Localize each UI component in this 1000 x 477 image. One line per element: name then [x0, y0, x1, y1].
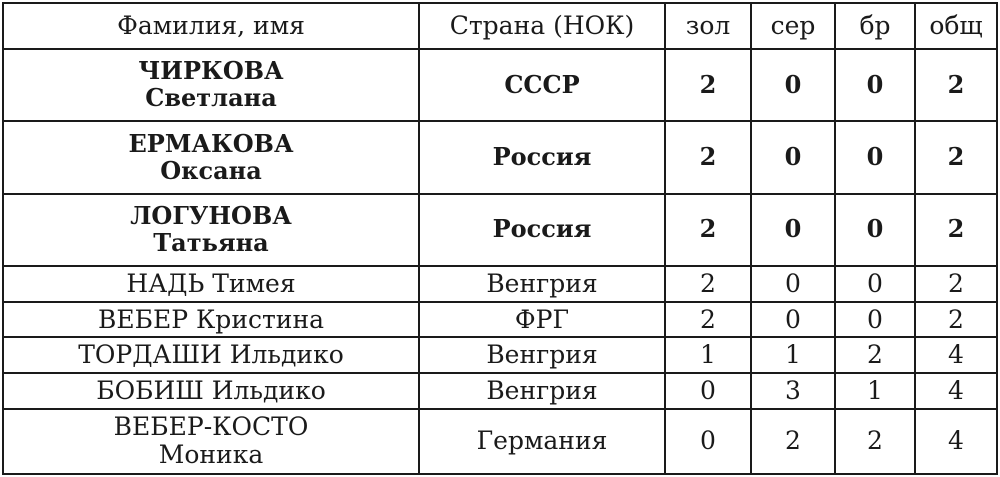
athlete-name-cell	[3, 194, 419, 266]
silver-cell: 0	[751, 302, 835, 338]
column-header-country: Страна (НОК)	[419, 3, 665, 49]
table-row	[3, 194, 997, 266]
athlete-surname: ВЕБЕР-КОСТО	[113, 412, 309, 442]
total-cell: 2	[915, 266, 997, 302]
athlete-name-cell: ВЕБЕР Кристина	[3, 302, 419, 338]
gold-cell: 2	[665, 302, 751, 338]
table-row	[3, 121, 997, 193]
athlete-surname: ЛОГУНОВА	[130, 201, 292, 231]
table-row	[3, 266, 997, 302]
gold-cell: 0	[665, 373, 751, 409]
silver-cell: 3	[751, 373, 835, 409]
total-cell: 2	[915, 121, 997, 193]
athlete-name-cell	[3, 49, 419, 121]
header-row	[3, 3, 997, 49]
athlete-name-cell: ТОРДАШИ Ильдико	[3, 337, 419, 373]
table-row	[3, 373, 997, 409]
gold-cell: 0	[665, 409, 751, 474]
gold-cell: 2	[665, 121, 751, 193]
athlete-surname: ЕРМАКОВА	[128, 128, 294, 158]
athlete-name-cell	[3, 121, 419, 193]
country-cell: Венгрия	[419, 337, 665, 373]
bronze-cell: 0	[835, 49, 915, 121]
country-cell: Венгрия	[419, 373, 665, 409]
bronze-cell: 0	[835, 194, 915, 266]
silver-cell: 0	[751, 266, 835, 302]
bronze-cell: 0	[835, 266, 915, 302]
column-header-bronze: бр	[835, 3, 915, 49]
country-cell: Венгрия	[419, 266, 665, 302]
gold-cell: 1	[665, 337, 751, 373]
silver-cell: 0	[751, 49, 835, 121]
athlete-given-name: Моника	[158, 440, 264, 470]
total-cell: 4	[915, 409, 997, 474]
bronze-cell: 2	[835, 337, 915, 373]
athlete-name-cell	[3, 409, 419, 474]
athlete-name-cell: НАДЬ Тимея	[3, 266, 419, 302]
total-cell: 4	[915, 373, 997, 409]
country-cell: СССР	[419, 49, 665, 121]
gold-cell: 2	[665, 266, 751, 302]
column-header-name: Фамилия, имя	[3, 3, 419, 49]
total-cell: 2	[915, 49, 997, 121]
silver-cell: 0	[751, 121, 835, 193]
athlete-given-name: Татьяна	[153, 227, 269, 257]
column-header-total: общ	[915, 3, 997, 49]
country-cell: Россия	[419, 121, 665, 193]
bronze-cell: 0	[835, 121, 915, 193]
table-row	[3, 302, 997, 338]
table-row	[3, 409, 997, 474]
medal-table	[2, 2, 998, 475]
table-row	[3, 337, 997, 373]
silver-cell: 0	[751, 194, 835, 266]
country-cell: ФРГ	[419, 302, 665, 338]
bronze-cell: 2	[835, 409, 915, 474]
total-cell: 2	[915, 194, 997, 266]
athlete-given-name: Оксана	[160, 155, 262, 185]
table-row	[3, 49, 997, 121]
gold-cell: 2	[665, 194, 751, 266]
silver-cell: 1	[751, 337, 835, 373]
athlete-name-cell: БОБИШ Ильдико	[3, 373, 419, 409]
total-cell: 2	[915, 302, 997, 338]
bronze-cell: 1	[835, 373, 915, 409]
country-cell: Россия	[419, 194, 665, 266]
column-header-silver: сер	[751, 3, 835, 49]
athlete-given-name: Светлана	[145, 83, 277, 113]
bronze-cell: 0	[835, 302, 915, 338]
country-cell: Германия	[419, 409, 665, 474]
total-cell: 4	[915, 337, 997, 373]
column-header-gold: зол	[665, 3, 751, 49]
silver-cell: 2	[751, 409, 835, 474]
gold-cell: 2	[665, 49, 751, 121]
athlete-surname: ЧИРКОВА	[138, 56, 284, 86]
